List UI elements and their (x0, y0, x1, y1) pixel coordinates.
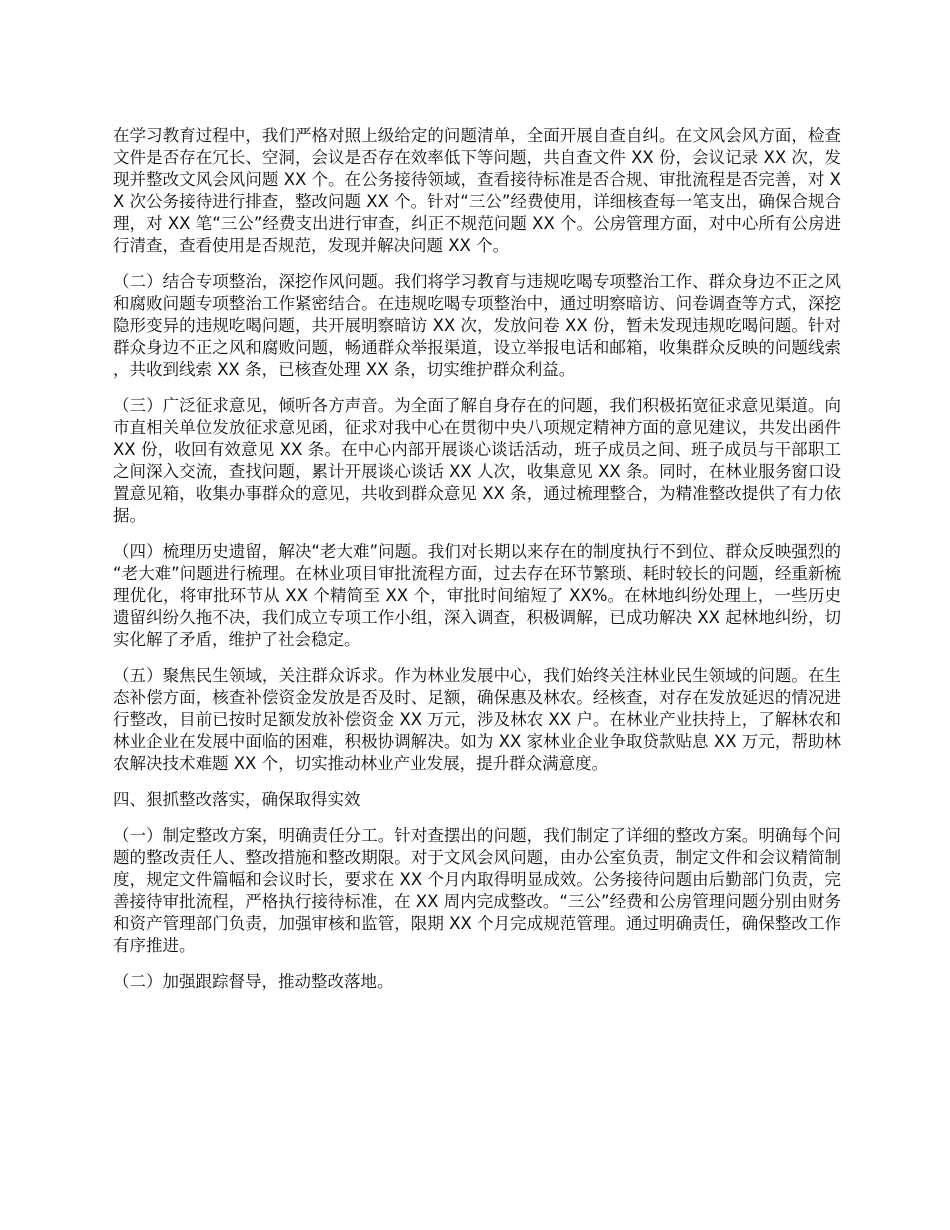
paragraph-solicit-opinions: （三）广泛征求意见，倾听各方声音。为全面了解自身存在的问题，我们积极拓宽征求意见渠道。向市直相关单位发放征求意见函，征求对我中心在贯彻中央八项规定精神方面的意见建议，共发出函件 XX 份，收回有效意见 XX 条。在中心内部开展谈心谈话活动，班子成员之间、班子成员与干部职工之间深入交流，查找问题，累计开展谈心谈话 XX 人次，收集意见 XX 条。同时，在林业服务窗口设置意见箱，收集办事群众的意见，共收到群众意见 XX 条，通过梳理整合，为精准整改提供了有力依据。 (113, 396, 841, 525)
paragraph-historical-issues: （四）梳理历史遗留，解决“老大难”问题。我们对长期以来存在的制度执行不到位、群众反映强烈的“老大难”问题进行梳理。在林业项目审批流程方面，过去存在环节繁琐、耗时较长的问题，经重新梳理优化，将审批环节从 XX 个精简至 XX 个，审批时间缩短了 XX%。在林地纠纷处理上，一些历史遗留纠纷久拖不决，我们成立专项工作小组，深入调查，积极调解，已成功解决 XX 起林地纠纷，切实化解了矛盾，维护了社会稳定。 (113, 542, 841, 649)
section-heading: 四、狠抓整改落实，确保取得实效 (113, 790, 361, 809)
paragraph-self-inspection: 在学习教育过程中，我们严格对照上级给定的问题清单，全面开展自查自纠。在文风会风方面，检查文件是否存在冗长、空洞，会议是否存在效率低下等问题，共自查文件 XX 份，会议记录 XX 次，发现并整改文风会风问题 XX 个。在公务接待领域，查看接待标准是否合规、审批流程是否完善，对 XX 次公务接待进行排查，整改问题 XX 个。针对“三公”经费使用，详细核查每一笔支出，确保合规合理，对 XX 笔“三公”经费支出进行审查，纠正不规范问题 XX 个。公房管理方面，对中心所有公房进行清查，查看使用是否规范，发现并解决问题 XX 个。 (113, 126, 841, 255)
paragraph-livelihood: （五）聚焦民生领域，关注群众诉求。作为林业发展中心，我们始终关注林业民生领域的问题。在生态补偿方面，核查补偿资金发放是否及时、足额，确保惠及林农。经核查，对存在发放延迟的情况进行整改，目前已按时足额发放补偿资金 XX 万元，涉及林农 XX 户。在林业产业扶持上，了解林农和林业企业在发展中面临的困难，积极协调解决。如为 XX 家林业企业争取贷款贴息 XX 万元，帮助林农解决技术难题 XX 个，切实推动林业产业发展，提升群众满意度。 (113, 666, 841, 773)
paragraph-rectification-plan: （一）制定整改方案，明确责任分工。针对查摆出的问题，我们制定了详细的整改方案。明确每个问题的整改责任人、整改措施和整改期限。对于文风会风问题，由办公室负责，制定文件和会议精简制度，规定文件篇幅和会议时长，要求在 XX 个月内取得明显成效。公务接待问题由后勤部门负责，完善接待审批流程，严格执行接待标准，在 XX 周内完成整改。“三公”经费和公房管理问题分别由财务和资产管理部门负责，加强审核和监管，限期 XX 个月完成规范管理。通过明确责任，确保整改工作有序推进。 (113, 826, 841, 955)
paragraph-supervision: （二）加强跟踪督导，推动整改落地。 (113, 972, 394, 991)
paragraph-special-rectification: （二）结合专项整治，深挖作风问题。我们将学习教育与违规吃喝专项整治工作、群众身边不正之风和腐败问题专项整治工作紧密结合。在违规吃喝专项整治中，通过明察暗访、问卷调查等方式，深挖隐形变异的违规吃喝问题，共开展明察暗访 XX 次，发放问卷 XX 份，暂未发现违规吃喝问题。针对群众身边不正之风和腐败问题，畅通群众举报渠道，设立举报电话和邮箱，收集群众反映的问题线索，共收到线索 XX 条，已核查处理 XX 条，切实维护群众利益。 (113, 272, 841, 379)
document-body (113, 125, 841, 1007)
